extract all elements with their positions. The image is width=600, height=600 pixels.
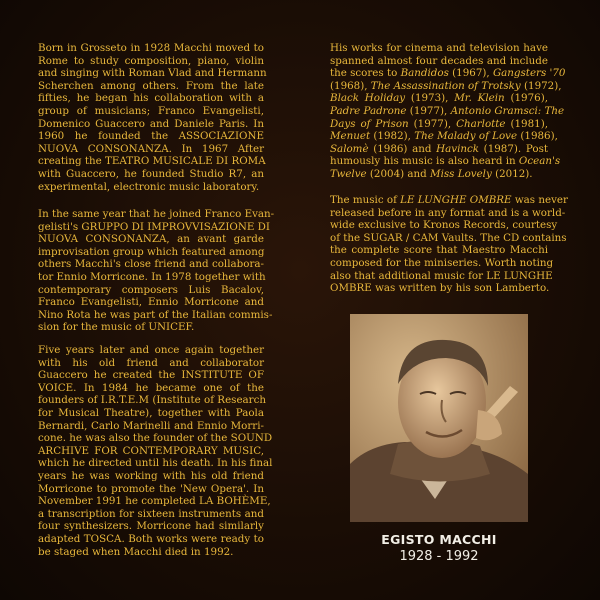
text-line <box>330 92 548 105</box>
text-line: November 1991 he completed LA BOHÈME, <box>38 495 271 508</box>
text-segment: The music of <box>330 194 401 206</box>
album-title: LE LUNGHE OMBRE <box>400 194 512 206</box>
text-line: Born in Grosseto in 1928 Macchi moved to <box>38 42 264 54</box>
text-segment: (1976), <box>504 92 548 105</box>
text-segment: (1986), <box>517 130 558 143</box>
text-line <box>330 168 548 181</box>
text-line: group of musicians; Franco Evangelisti, <box>38 104 264 117</box>
text-line: spanned almost four decades and include <box>330 54 548 67</box>
text-line: Franco Evangelisti, Ennio Morricone and <box>38 296 264 309</box>
portrait-caption-years: 1928 - 1992 <box>399 549 479 564</box>
text-segment: (1981), <box>505 117 548 130</box>
text-line <box>330 67 566 80</box>
text-segment: (1973), <box>405 92 455 105</box>
film-title: Padre Padrone <box>330 104 407 117</box>
text-line: Domenico Guaccero and Daniele Paris. In <box>38 117 264 130</box>
film-title: Charlotte <box>456 117 506 130</box>
text-line: released before in any format and is a world- <box>330 206 566 219</box>
text-line: the complete score that Maestro Macchi <box>330 244 548 257</box>
text-line <box>330 118 548 131</box>
release-note-paragraph <box>330 194 568 295</box>
text-segment: (1977), <box>406 104 451 117</box>
text-line: Scherchen among others. From the late <box>38 79 264 92</box>
text-line: Morricone to promote the 'New Opera'. In <box>38 482 264 495</box>
text-line: NUOVA CONSONANZA. In 1967 After <box>38 142 264 155</box>
text-segment: (1986) and <box>368 142 437 155</box>
text-line: Five years later and once again together <box>38 344 264 356</box>
portrait-caption-name: EGISTO MACCHI <box>381 532 497 547</box>
film-title: Bandidos <box>400 67 449 80</box>
text-line: Bernardi, Carlo Marinelli and Ennio Morri- <box>38 419 264 432</box>
text-line: also that additional music for LE LUNGHE <box>330 269 553 282</box>
text-line <box>330 143 548 156</box>
text-line: experimental, electronic music laboratory. <box>38 180 260 193</box>
text-line: gelisti's GRUPPO DI IMPROVVISAZIONE DI <box>38 220 270 233</box>
text-line <box>330 194 568 207</box>
filmography-paragraph <box>330 42 566 181</box>
text-segment: was never <box>511 194 568 206</box>
text-line: sion for the music of UNICEF. <box>38 321 195 334</box>
film-title: Twelve <box>330 167 367 180</box>
text-segment: (1987). Post <box>479 142 548 155</box>
text-segment: the scores to <box>330 67 401 80</box>
text-line: others Macchi's close friend and collabora- <box>38 258 264 271</box>
film-title: Miss Lovely <box>430 167 492 180</box>
film-title: The Malady of Love <box>414 130 518 143</box>
text-line: with his old friend and collaborator <box>38 356 264 369</box>
text-line: fifties, he began his collaboration with a <box>38 92 264 105</box>
film-title: Days of Prison <box>330 117 409 130</box>
portrait-illustration <box>350 314 528 522</box>
text-line <box>330 130 558 143</box>
text-segment: (2012). <box>491 167 533 180</box>
text-line: adapted TOSCA. Both works were ready to <box>38 532 264 545</box>
bio-paragraph-1 <box>38 42 267 193</box>
text-line: be staged when Macchi died in 1992. <box>38 545 234 558</box>
text-line: a transcription for sixteen instruments and <box>38 507 264 520</box>
film-title: Menuet <box>330 130 371 143</box>
text-line: NUOVA CONSONANZA, an avant garde <box>38 233 264 246</box>
film-title: Gangsters '70 <box>492 67 566 80</box>
text-line: contemporary composers Luis Bacalov, <box>38 283 264 296</box>
text-line <box>330 155 561 168</box>
text-line: improvisation group which featured among <box>38 245 265 258</box>
text-line: composed for the miniseries. Worth noting <box>330 256 554 269</box>
text-line: OMBRE was written by his son Lamberto. <box>330 282 550 295</box>
text-segment: (1968), <box>330 79 371 92</box>
text-segment: humously his music is also heard in <box>330 155 519 168</box>
film-title: The Assassination of Trotsky <box>370 79 521 92</box>
text-segment: (1982), <box>370 130 415 143</box>
text-line: His works for cinema and television have <box>330 42 548 54</box>
text-line <box>330 104 565 118</box>
text-segment: (1967), <box>448 67 493 80</box>
film-title: Salomè <box>330 142 369 155</box>
text-segment: (1972), <box>520 79 562 92</box>
text-line: for Musical Theatre), together with Paola <box>38 406 264 419</box>
text-line: and singing with Roman Vlad and Hermann <box>38 67 267 80</box>
film-title: Ocean's <box>518 155 561 168</box>
text-line: of the SUGAR / CAM Vaults. The CD contains <box>330 231 567 244</box>
text-line: founders of I.R.T.E.M (Institute of Research <box>38 394 266 407</box>
text-segment: (2004) and <box>366 167 431 180</box>
text-line: wide exclusive to Kronos Records, courtesy <box>330 219 558 232</box>
bio-paragraph-2 <box>38 208 275 334</box>
film-title: Havinck <box>436 142 480 155</box>
portrait-photo <box>350 314 528 522</box>
film-title: Black Holiday <box>330 92 406 105</box>
text-line: Nino Rota he was part of the Italian commis- <box>38 308 273 321</box>
text-line: ARCHIVE FOR CONTEMPORARY MUSIC, <box>38 444 264 457</box>
text-line: four synthesizers. Morricone had similarly <box>38 520 264 533</box>
text-line <box>330 79 562 93</box>
text-line: 1960 he founded the ASSOCIAZIONE <box>38 130 264 143</box>
text-line: cone. he was also the founder of the SOUND <box>38 432 273 445</box>
text-line: tor Ennio Morricone. In 1978 together with <box>38 270 266 283</box>
film-title: Antonio Gramsci: The <box>450 104 565 117</box>
text-line: In the same year that he joined Franco Evan- <box>38 208 275 220</box>
text-line: years he was working with his old friend <box>38 469 264 482</box>
text-line: Rome to study composition, piano, violin <box>38 54 264 67</box>
text-segment: (1977), <box>408 117 457 130</box>
film-title: Mr. Klein <box>454 92 505 105</box>
text-line: VOICE. In 1984 he became one of the <box>38 381 264 394</box>
text-line: with Guaccero, he founded Studio R7, an <box>38 167 264 180</box>
text-line: which he directed until his death. In his final <box>38 457 273 470</box>
bio-paragraph-3 <box>38 344 273 558</box>
text-line: creating the TEATRO MUSICALE DI ROMA <box>38 155 266 168</box>
text-line: Guaccero he created the INSTITUTE OF <box>38 369 264 382</box>
